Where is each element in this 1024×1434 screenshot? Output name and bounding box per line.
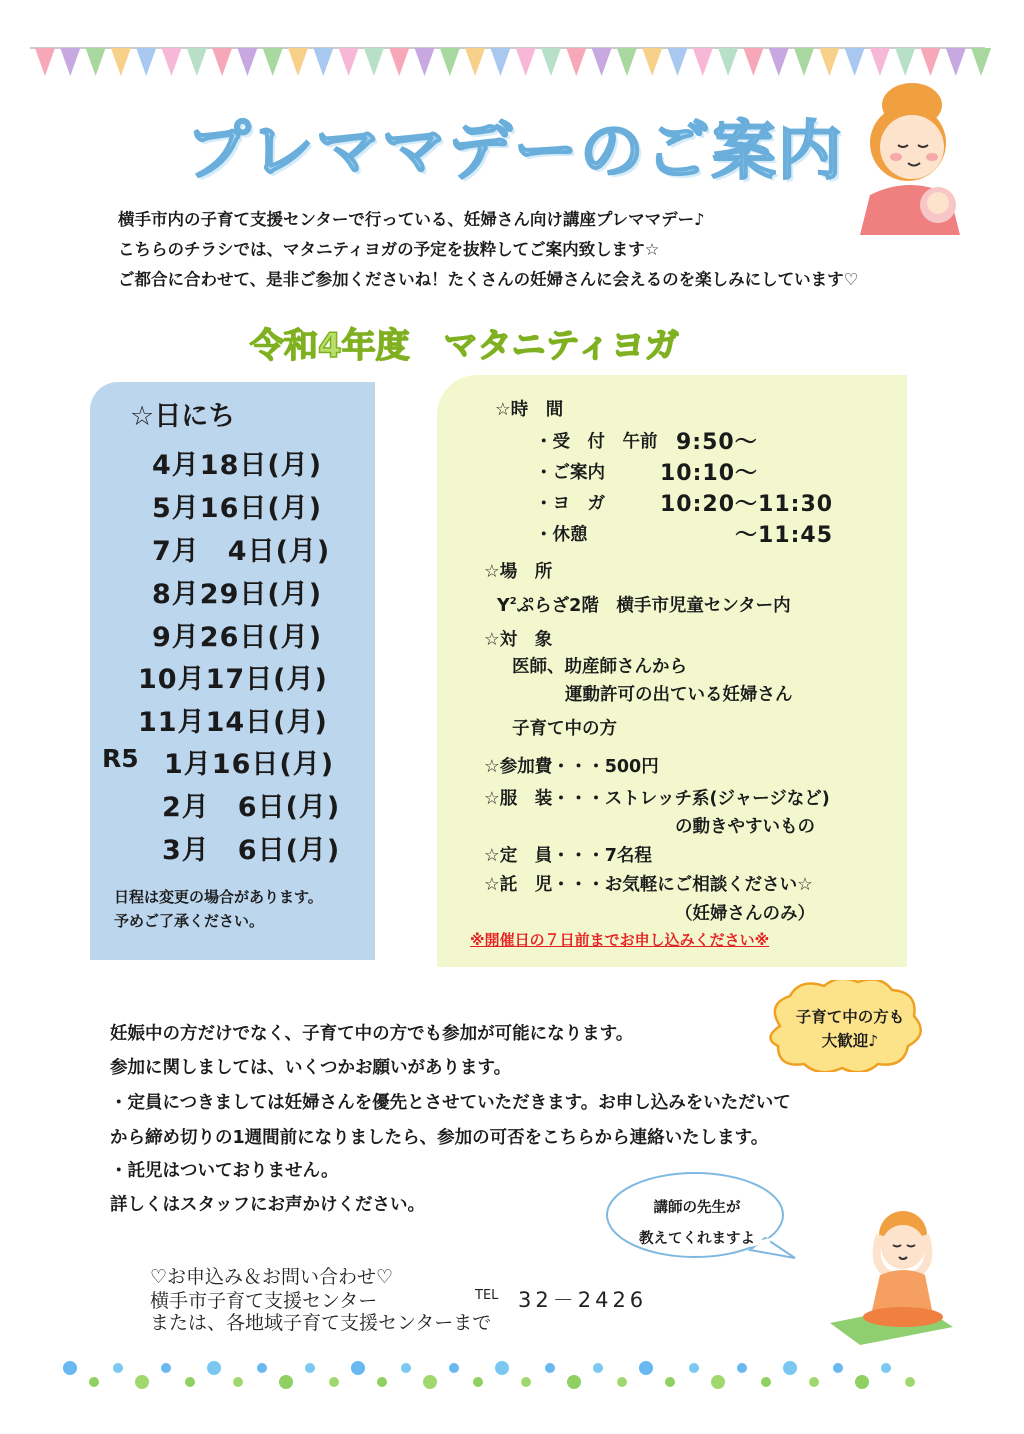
bunting-flag (946, 48, 966, 76)
bunting-flag (642, 48, 662, 76)
bunting-flag (288, 48, 308, 76)
intro-line: こちらのチラシでは、マタニティヨガの予定を抜粋してご案内致します☆ (118, 240, 660, 259)
date-item: 1月16日(月) (164, 749, 335, 780)
flower-dot (617, 1377, 627, 1387)
flower-dot (305, 1363, 315, 1373)
bunting-flag (136, 48, 156, 76)
flower-dot (63, 1361, 77, 1375)
flower-dot (881, 1363, 891, 1373)
flower-dot (665, 1377, 675, 1387)
target-line: 子育て中の方 (512, 719, 617, 739)
flower-dot (257, 1363, 267, 1373)
flower-dot (473, 1377, 483, 1387)
schedule-value: 10:20～11:30 (660, 492, 834, 517)
time-heading: ☆時 間 (495, 400, 564, 420)
cloud-line: 子育て中の方も (795, 1008, 905, 1026)
childcare-line: ☆託 児・・・お気軽にご相談ください☆ (484, 875, 813, 895)
date-item: 9月26日(月) (152, 622, 323, 653)
target-heading: ☆対 象 (484, 630, 553, 650)
cloud-line: 大歓迎♪ (821, 1032, 879, 1050)
flower-dot (761, 1377, 771, 1387)
dates-heading: ☆日にち (130, 401, 236, 432)
flower-border-decoration (0, 1350, 1024, 1400)
bunting-flag (693, 48, 713, 76)
date-item: 10月17日(月) (138, 664, 328, 695)
bunting-flag (516, 48, 536, 76)
flower-dot (207, 1361, 221, 1375)
flower-dot (639, 1361, 653, 1375)
flower-dot (689, 1363, 699, 1373)
flower-dot (449, 1363, 459, 1373)
fee-line: ☆参加費・・・500円 (484, 757, 659, 777)
schedule-label: ・受 付 午前 (535, 432, 658, 452)
speech-bubble-text (612, 1193, 782, 1255)
bunting-flag (794, 48, 814, 76)
bunting-flag (490, 48, 510, 76)
clothing-line: ☆服 装・・・ストレッチ系(ジャージなど) (484, 789, 830, 809)
flower-dot (855, 1375, 869, 1389)
flower-dot (495, 1361, 509, 1375)
bunting-flag (440, 48, 460, 76)
flower-dot (161, 1363, 171, 1373)
target-line: 医師、助産師さんから (512, 657, 687, 677)
body-line: から締め切りの1週間前になりましたら、参加の可否をこちらから連絡いたします。 (110, 1128, 769, 1148)
bunting-flag (971, 48, 991, 76)
bunting-flag (60, 48, 80, 76)
bunting-flag (389, 48, 409, 76)
place-heading: ☆場 所 (484, 562, 553, 582)
bunting-flag (617, 48, 637, 76)
bunting-flag (162, 48, 182, 76)
schedule-value: 9:50～ (676, 430, 758, 455)
flower-dot (809, 1377, 819, 1387)
body-line: 参加に関しましては、いくつかお願いがあります。 (110, 1058, 512, 1078)
bunting-flag (743, 48, 763, 76)
bunting-flag (921, 48, 941, 76)
application-notice: ※開催日の７日前までお申し込みください※ (470, 931, 770, 949)
flower-dot (401, 1363, 411, 1373)
body-line: 妊娠中の方だけでなく、子育て中の方でも参加が可能になります。 (110, 1024, 634, 1044)
capacity-line: ☆定 員・・・7名程 (484, 846, 652, 866)
bunting-flag (718, 48, 738, 76)
body-line: 詳しくはスタッフにお声かけください。 (110, 1195, 425, 1215)
bunting-flag (263, 48, 283, 76)
flower-dot (905, 1377, 915, 1387)
bunting-flag (364, 48, 384, 76)
flower-dot (351, 1361, 365, 1375)
body-line: ・託児はついておりません。 (110, 1161, 339, 1181)
flower-dot (545, 1363, 555, 1373)
flower-dot (833, 1363, 843, 1373)
bunting-flag (415, 48, 435, 76)
page-title: プレママデーのご案内 (186, 115, 844, 189)
intro-line: 横手市内の子育て支援センターで行っている、妊婦さん向け講座プレママデー♪ (118, 210, 705, 229)
speech-line: 教えてくれますよ (639, 1231, 755, 1247)
flower-dot (567, 1375, 581, 1389)
bunting-flag (237, 48, 257, 76)
bunting-flag (668, 48, 688, 76)
flower-dot (89, 1377, 99, 1387)
schedule-value: 10:10～ (660, 461, 759, 486)
schedule-label: ・休憩 (535, 525, 588, 545)
flower-dot (737, 1363, 747, 1373)
bunting-flag (35, 48, 55, 76)
schedule-label: ・ご案内 (535, 463, 605, 483)
cloud-bubble-text (775, 1005, 925, 1053)
schedule-label: ・ヨ ガ (535, 494, 605, 514)
contact-heading: ♡お申込み＆お問い合わせ♡ (150, 1266, 394, 1288)
bunting-flag (566, 48, 586, 76)
bunting-flag (465, 48, 485, 76)
contact-center: 横手市子育て支援センター (150, 1290, 378, 1312)
place-text: $Y^2$ぷらざ2階 横手市児童センター内 (497, 596, 791, 616)
contact-other: または、各地域子育て支援センターまで (150, 1312, 492, 1334)
date-item: 5月16日(月) (152, 493, 323, 524)
date-item: 3月 6日(月) (162, 835, 341, 866)
bunting-flag (870, 48, 890, 76)
bunting-flag (819, 48, 839, 76)
yoga-instructor-illustration (825, 1205, 955, 1345)
flower-dot (711, 1375, 725, 1389)
flower-dot (329, 1377, 339, 1387)
bunting-flag (187, 48, 207, 76)
flower-dot (279, 1375, 293, 1389)
bunting-flag (339, 48, 359, 76)
section-subtitle: 令和4年度 マタニティヨガ (250, 326, 679, 366)
date-note: 日程は変更の場合があります。 (114, 888, 323, 906)
bunting-flag (592, 48, 612, 76)
date-note: 予めご了承ください。 (114, 912, 265, 930)
flower-dot (783, 1361, 797, 1375)
era-label: R5 (102, 744, 139, 773)
intro-line: ご都合に合わせて、是非ご参加くださいね！たくさんの妊婦さんに会えるのを楽しみにしています♡ (118, 270, 859, 289)
childcare-line: （妊婦さんのみ） (675, 904, 815, 924)
flower-dot (135, 1375, 149, 1389)
flower-dot (113, 1363, 123, 1373)
bunting-flag (212, 48, 232, 76)
flower-dot (593, 1363, 603, 1373)
tel-number: 32－2426 (518, 1288, 648, 1312)
date-item: 8月29日(月) (152, 579, 323, 610)
bunting-flag (845, 48, 865, 76)
date-item: 4月18日(月) (152, 450, 323, 481)
body-line: ・定員につきましては妊婦さんを優先とさせていただきます。お申し込みをいただいて (110, 1093, 791, 1113)
bunting-flag (86, 48, 106, 76)
date-item: 7月 4日(月) (152, 536, 331, 567)
clothing-line: の動きやすいもの (675, 817, 815, 837)
tel-label: TEL (475, 1288, 499, 1303)
schedule-value: ～11:45 (735, 523, 834, 548)
speech-line: 講師の先生が (653, 1200, 741, 1216)
flower-dot (233, 1377, 243, 1387)
flower-dot (377, 1377, 387, 1387)
flower-dot (521, 1377, 531, 1387)
date-item: 11月14日(月) (138, 707, 328, 738)
bunting-flag (541, 48, 561, 76)
bunting-flag (769, 48, 789, 76)
flower-dot (185, 1377, 195, 1387)
bunting-flag (895, 48, 915, 76)
bunting-flag (313, 48, 333, 76)
target-line: 運動許可の出ている妊婦さん (565, 685, 793, 705)
date-item: 2月 6日(月) (162, 792, 341, 823)
flower-dot (423, 1375, 437, 1389)
bunting-flag (111, 48, 131, 76)
